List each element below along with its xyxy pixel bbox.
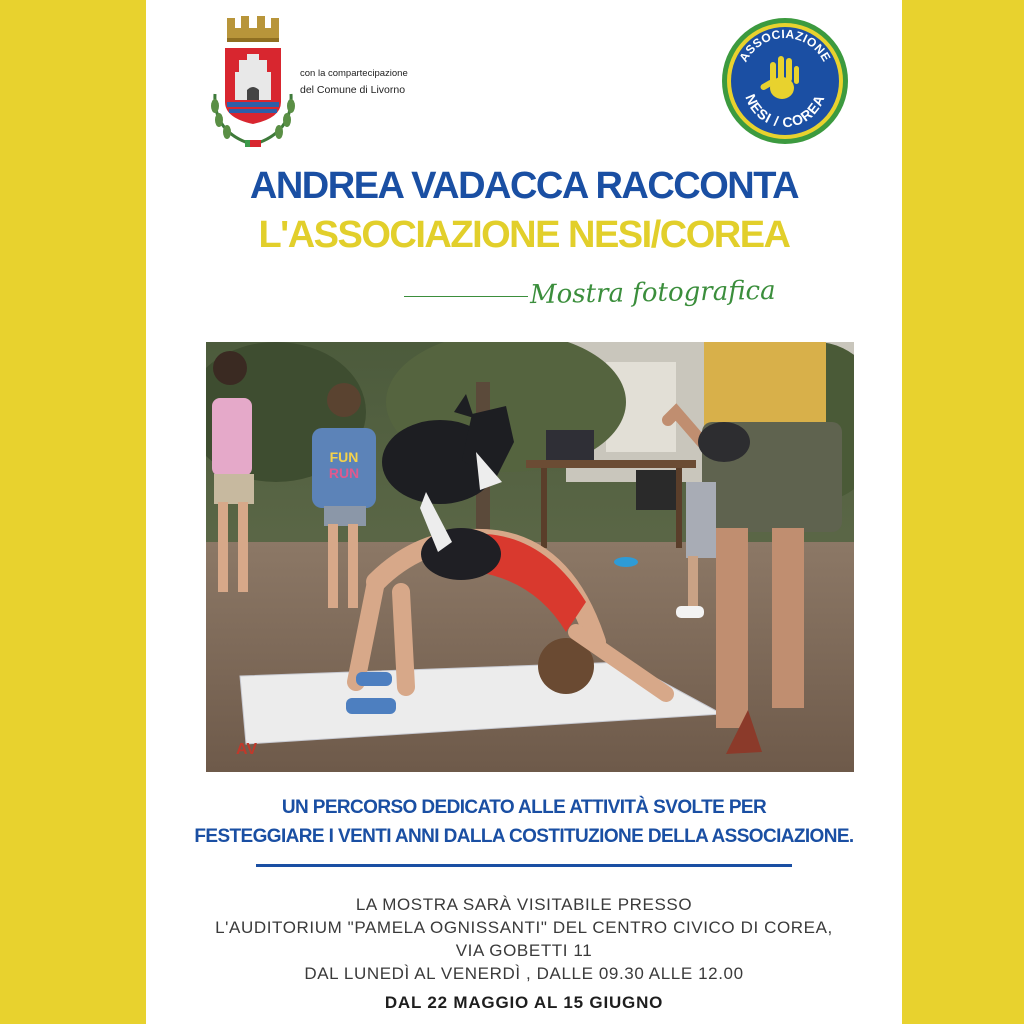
logo-ring-bottom-text: NESI / COREA xyxy=(742,91,828,131)
subtitle-rule xyxy=(404,296,528,297)
exhibition-dates: DAL 22 MAGGIO AL 15 GIUGNO xyxy=(384,993,664,1012)
title-line-1: ANDREA VADACCA RACCONTA xyxy=(249,165,799,207)
info-line-2: L'AUDITORIUM "PAMELA OGNISSANTI" DEL CENTRO CIVICO DI COREA, xyxy=(215,918,833,937)
shirt-text-1: FUN xyxy=(329,449,359,465)
sponsor-text xyxy=(300,66,408,98)
description-line-1: UN PERCORSO DEDICATO ALLE ATTIVITÀ SVOLTE PER xyxy=(281,797,767,818)
info-line-1: LA MOSTRA SARÀ VISITABILE PRESSO xyxy=(355,895,693,914)
sponsor-line-2: del Comune di Livorno xyxy=(300,84,406,96)
exhibition-photo xyxy=(206,342,854,772)
info-line-4: DAL LUNEDÌ AL VENERDÌ , DALLE 09.30 ALLE 12.00 xyxy=(304,964,744,983)
livorno-crest-logo xyxy=(205,14,301,152)
description-line-2: FESTEGGIARE I VENTI ANNI DALLA COSTITUZIONE DELLA ASSOCIAZIONE. xyxy=(194,826,854,847)
divider xyxy=(256,864,792,867)
association-logo xyxy=(720,16,850,146)
logo-ring-top-text: ASSOCIAZIONE xyxy=(736,26,834,65)
shirt-text-2: RUN xyxy=(328,465,360,481)
title-line-2: L'ASSOCIAZIONE NESI/COREA xyxy=(258,214,790,256)
photo-watermark: AV xyxy=(236,741,258,758)
info-line-3: VIA GOBETTI 11 xyxy=(455,941,593,960)
sponsor-line-1: con la compartecipazione xyxy=(300,68,408,79)
subtitle: Mostra fotografica xyxy=(529,275,776,311)
